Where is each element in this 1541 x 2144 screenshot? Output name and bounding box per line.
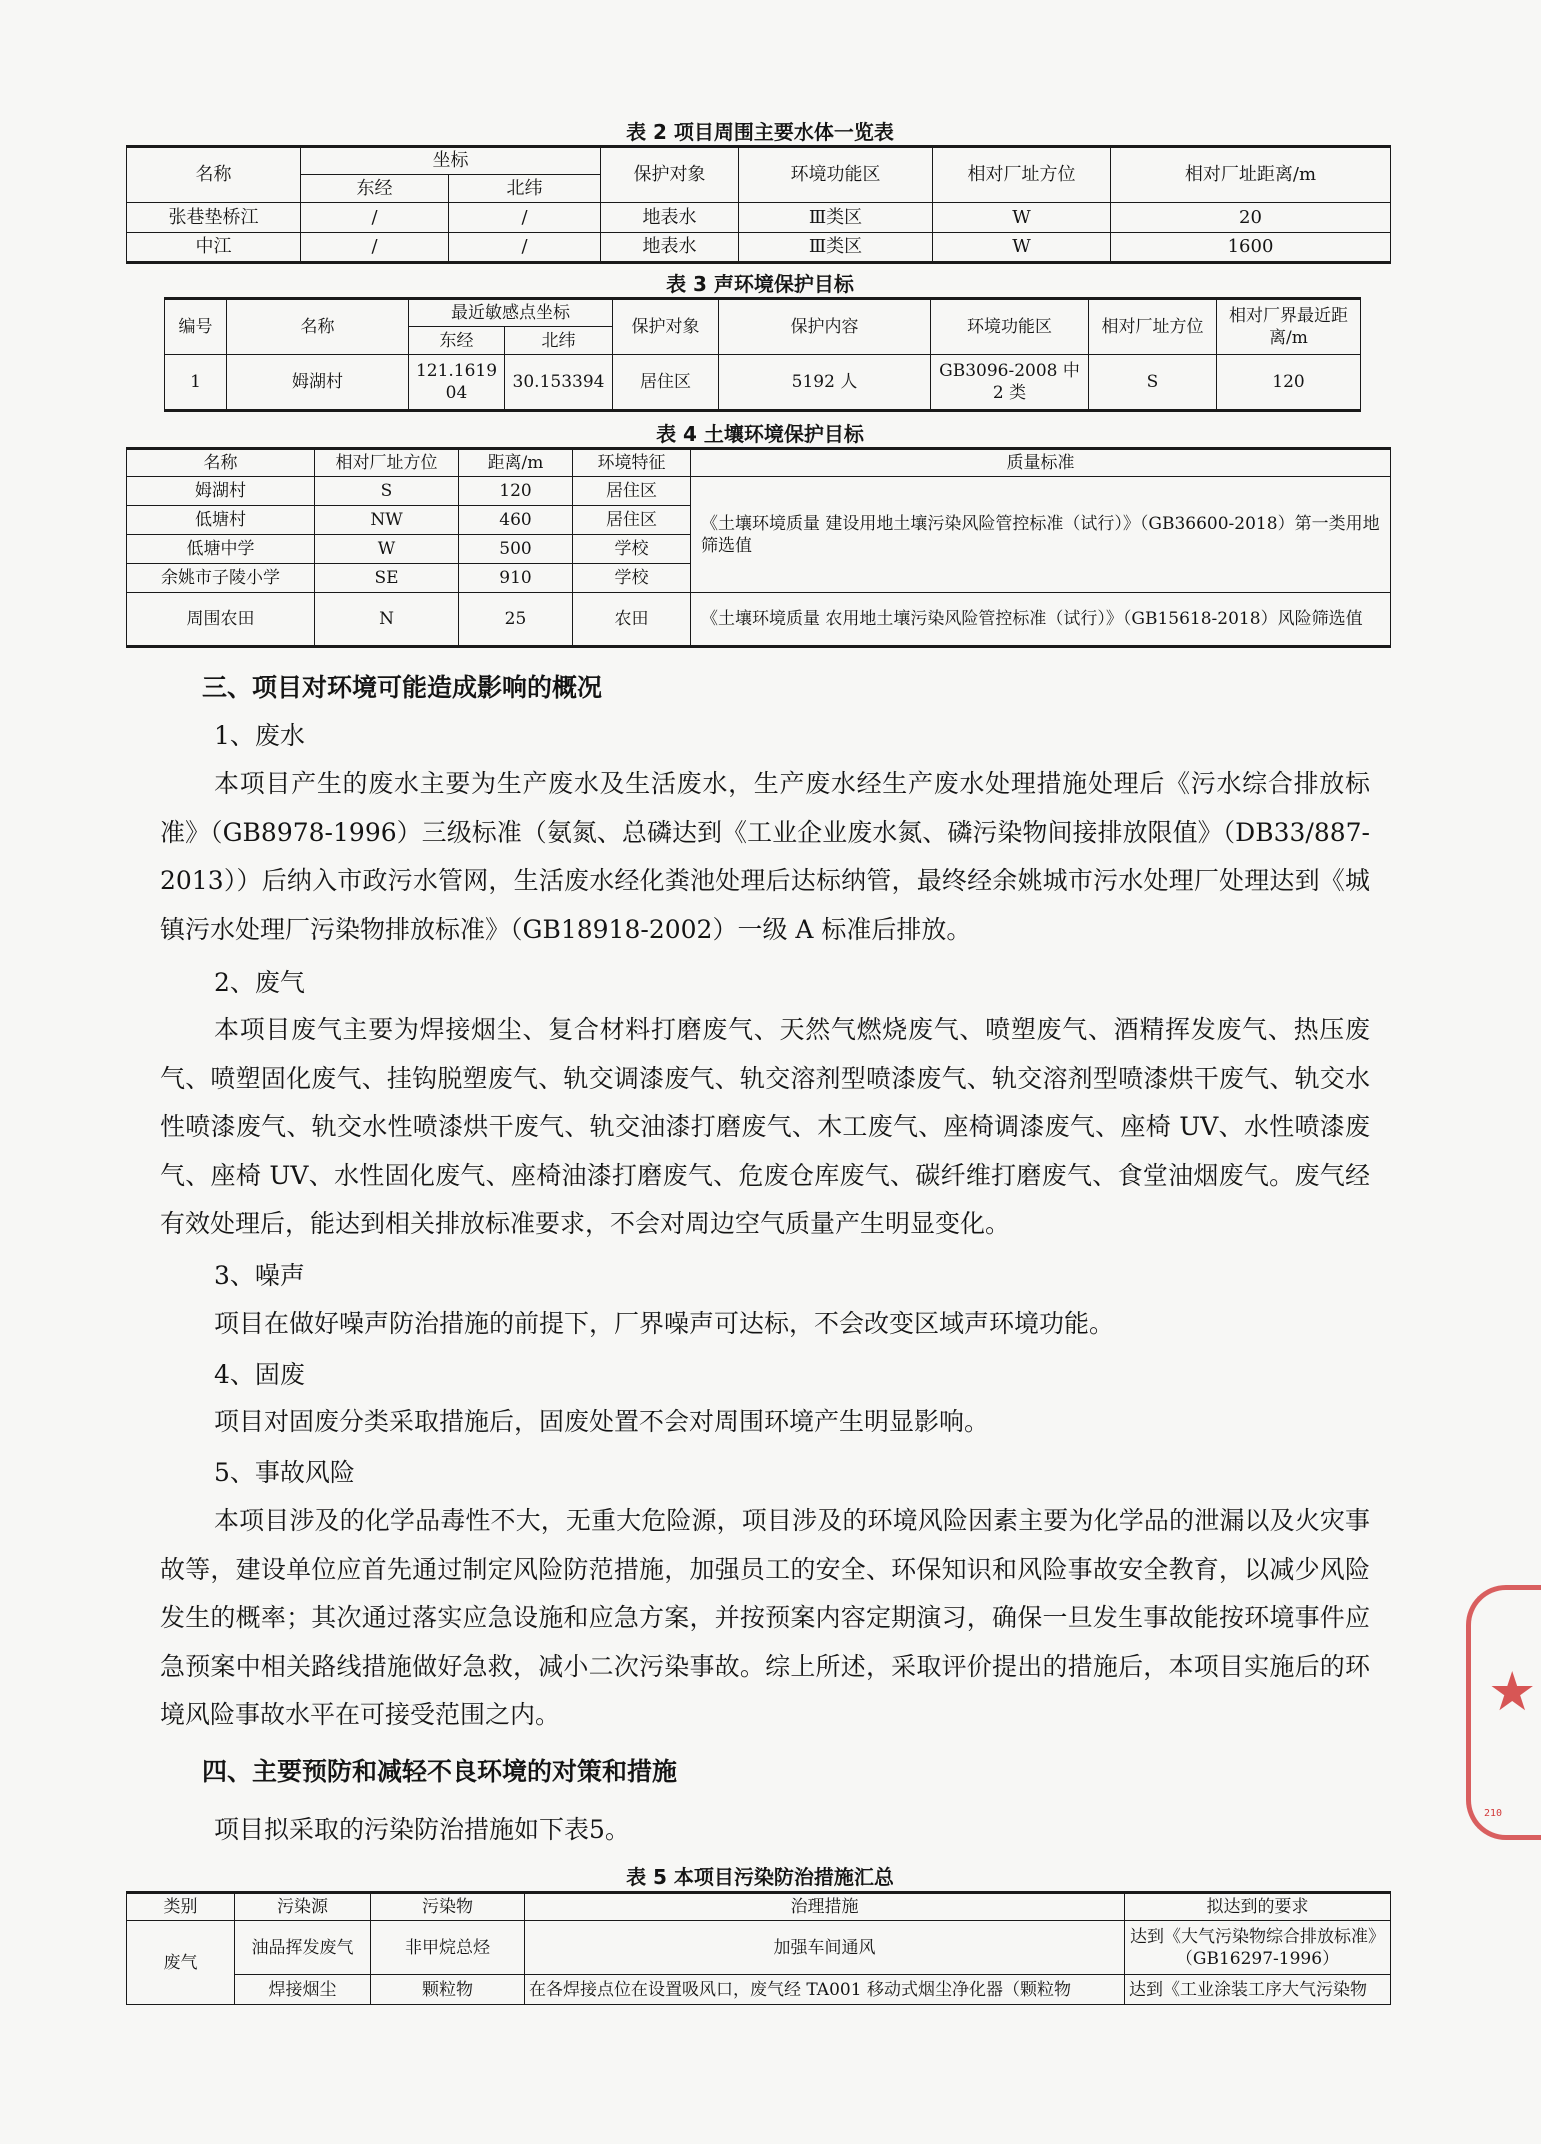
table2-header-lon: 东经 [301,175,449,203]
section3-2-text: 本项目废气主要为焊接烟尘、复合材料打磨废气、天然气燃烧废气、喷塑废气、酒精挥发废气、热压废气、喷塑固化废气、挂钩脱塑废气、轨交调漆废气、轨交溶剂型喷漆废气、轨交溶剂型喷漆烘干废气、轨交水性喷漆废气、轨交水性喷漆烘干废气、轨交油漆打磨废气、木工废气、座椅调漆废气、座椅 UV、水性喷漆废气、座椅 UV、水性固化废气、座椅油漆打磨废气、危废仓库废气、碳纤维打磨废气、食堂油烟废气。废气经有效处理后，能达到相关排放标准要求，不会对周边空气质量产生明显变化。 [160,1015,1370,1238]
section3-4-title: 4、固废 [214,1360,305,1389]
table4-cell: 余姚市子陵小学 [127,564,315,593]
table5-header-meas: 治理措施 [525,1893,1125,1921]
table-row [127,1921,1391,1975]
section3-5-title: 5、事故风险 [214,1458,355,1487]
table4-cell: NW [315,506,459,535]
table5-cell: 颗粒物 [371,1975,525,2005]
table-row [127,203,1391,233]
table5-header-req: 拟达到的要求 [1125,1893,1391,1921]
table2-header-target: 保护对象 [601,147,739,203]
table4-cell: W [315,535,459,564]
table2-cell: W [933,203,1111,233]
table3-cell: 30.153394 [505,355,613,411]
table5-header-src: 污染源 [235,1893,371,1921]
table4-cell: 25 [459,593,573,647]
table4-cell: 居住区 [573,506,691,535]
table5-cell: 达到《大气污染物综合排放标准》（GB16297-1996） [1125,1921,1391,1975]
table4-cell: S [315,477,459,506]
table2-cell: / [301,233,449,263]
section3-3-title: 3、噪声 [214,1261,305,1290]
table4-cell: 周围农田 [127,593,315,647]
section4-title: 四、主要预防和减轻不良环境的对策和措施 [202,1757,678,1786]
table4-std1: 《土壤环境质量 建设用地土壤污染风险管控标准（试行）》（GB36600-2018）第一类用地筛选值 [691,477,1391,593]
table2-header-coord: 坐标 [301,147,601,175]
table3-header-lat: 北纬 [505,327,613,355]
table4-cell: N [315,593,459,647]
table4-header-name: 名称 [127,449,315,477]
table3-header-no: 编号 [165,299,227,355]
table4-cell: 姆湖村 [127,477,315,506]
table2-cell: Ⅲ类区 [739,203,933,233]
table5-cat: 废气 [127,1921,235,2005]
table3-cell: S [1089,355,1217,411]
table3-header-name: 名称 [227,299,409,355]
table5-cell: 焊接烟尘 [235,1975,371,2005]
table5-header-cat: 类别 [127,1893,235,1921]
table4-cell: 农田 [573,593,691,647]
table4-cell: 低塘村 [127,506,315,535]
table2-header-lat: 北纬 [449,175,601,203]
table4-header-feat: 环境特征 [573,449,691,477]
table3-caption: 表 3 声环境保护目标 [666,272,854,296]
table4-cell: 居住区 [573,477,691,506]
table4-cell: 低塘中学 [127,535,315,564]
table2-cell: 地表水 [601,233,739,263]
section3-5-text: 本项目涉及的化学品毒性不大，无重大危险源，项目涉及的环境风险因素主要为化学品的泄漏以及火灾事故等，建设单位应首先通过制定风险防范措施，加强员工的安全、环保知识和风险事故安全教育，以减少风险发生的概率；其次通过落实应急设施和应急方案，并按预案内容定期演习，确保一旦发生事故能按环境事件应急预案中相关路线措施做好急救，减小二次污染事故。综上所述，采取评价提出的措施后，本项目实施后的环境风险事故水平在可接受范围之内。 [160,1506,1370,1729]
table2-cell: / [449,203,601,233]
table3-cell: 120 [1217,355,1361,411]
section3-1-text: 本项目产生的废水主要为生产废水及生活废水，生产废水经生产废水处理措施处理后《污水综合排放标准》（GB8978-1996）三级标准（氨氮、总磷达到《工业企业废水氮、磷污染物间接排放限值》（DB33/887-2013））后纳入市政污水管网，生活废水经化粪池处理后达标纳管，最终经余姚城市污水处理厂处理达到《城镇污水处理厂污染物排放标准》（GB18918-2002）一级 A 标准后排放。 [160,769,1370,944]
table3-header-coord: 最近敏感点坐标 [409,299,613,327]
table3-header-lon: 东经 [409,327,505,355]
table2-cell: 地表水 [601,203,739,233]
table4-cell: 910 [459,564,573,593]
table3-cell: GB3096-2008 中 2 类 [931,355,1089,411]
section3-title: 三、项目对环境可能造成影响的概况 [202,673,603,702]
table4-caption: 表 4 土壤环境保护目标 [656,422,864,446]
table5-cell: 在各焊接点位在设置吸风口，废气经 TA001 移动式烟尘净化器（颗粒物 [525,1975,1125,2005]
table5-header-pol: 污染物 [371,1893,525,1921]
table3-header-target: 保护对象 [613,299,719,355]
table2-cell: Ⅲ类区 [739,233,933,263]
table3-cell: 121.161904 [409,355,505,411]
table-row [127,1975,1391,2005]
table3-cell: 5192 人 [719,355,931,411]
table5-cell: 油品挥发废气 [235,1921,371,1975]
table3-header-content: 保护内容 [719,299,931,355]
table2-cell: / [301,203,449,233]
table5-cell: 达到《工业涂装工序大气污染物 [1125,1975,1391,2005]
table-row [127,593,1391,647]
table2-header-dist: 相对厂址距离/m [1111,147,1391,203]
table4-cell: 学校 [573,535,691,564]
table-row [165,355,1361,411]
seal-number-fragment: 210 [1484,1808,1503,1819]
table2-cell: 张巷垫桥江 [127,203,301,233]
table2-cell: / [449,233,601,263]
table2-cell: W [933,233,1111,263]
table5 [126,1891,1391,2005]
table5-cell: 非甲烷总烃 [371,1921,525,1975]
table4-cell: SE [315,564,459,593]
table4-cell: 460 [459,506,573,535]
table4-cell: 学校 [573,564,691,593]
table3-header-func: 环境功能区 [931,299,1089,355]
table5-cell: 加强车间通风 [525,1921,1125,1975]
section3-1-title: 1、废水 [214,721,305,750]
table3-cell: 姆湖村 [227,355,409,411]
table2-header-func: 环境功能区 [739,147,933,203]
table2-header-dir: 相对厂址方位 [933,147,1111,203]
table4-header-dir: 相对厂址方位 [315,449,459,477]
table-row [127,233,1391,263]
table4-header-dist: 距离/m [459,449,573,477]
section3-2-title: 2、废气 [214,968,305,997]
table2-header-name: 名称 [127,147,301,203]
table2-caption: 表 2 项目周围主要水体一览表 [626,120,894,144]
table2 [126,145,1391,264]
table2-cell: 20 [1111,203,1391,233]
section4-intro: 项目拟采取的污染防治措施如下表5。 [214,1815,630,1844]
table2-cell: 1600 [1111,233,1391,263]
table3-header-dist: 相对厂界最近距离/m [1217,299,1361,355]
section3-3-text: 项目在做好噪声防治措施的前提下，厂界噪声可达标，不会改变区域声环境功能。 [214,1309,1115,1338]
table4-cell: 500 [459,535,573,564]
table4 [126,447,1391,648]
table3 [164,297,1361,412]
table3-cell: 1 [165,355,227,411]
seal-star-icon: ★ [1488,1660,1537,1723]
table4-cell: 120 [459,477,573,506]
table5-caption: 表 5 本项目污染防治措施汇总 [626,1865,894,1889]
table3-header-dir: 相对厂址方位 [1089,299,1217,355]
table3-cell: 居住区 [613,355,719,411]
section3-4-text: 项目对固废分类采取措施后，固废处置不会对周围环境产生明显影响。 [214,1407,990,1436]
table4-std2: 《土壤环境质量 农用地土壤污染风险管控标准（试行）》（GB15618-2018）风险筛选值 [691,593,1391,647]
table4-header-std: 质量标准 [691,449,1391,477]
table2-cell: 中江 [127,233,301,263]
table-row [127,477,1391,506]
